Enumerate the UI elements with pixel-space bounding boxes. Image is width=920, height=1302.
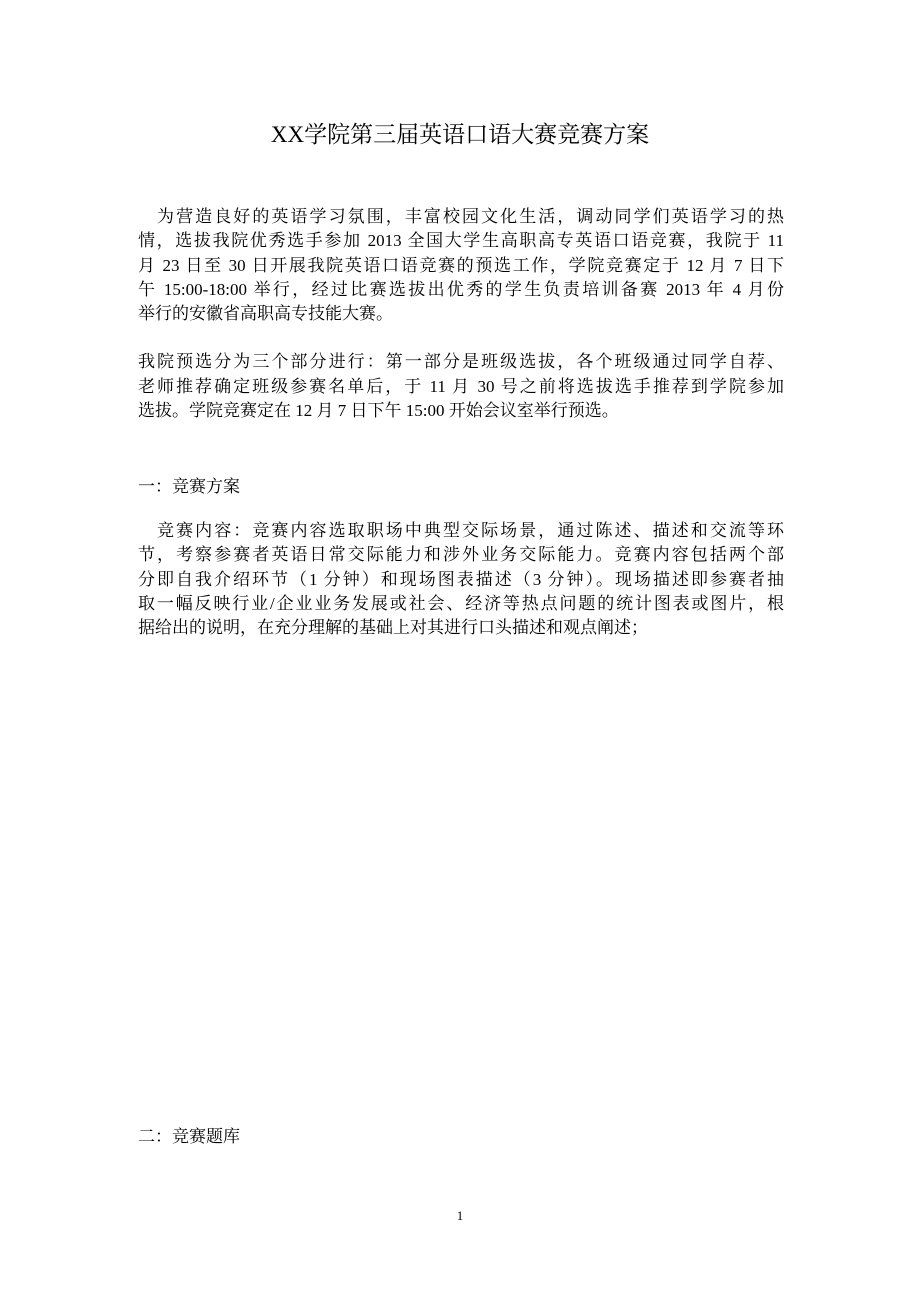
paragraph-line: 选拔。学院竞赛定在 12 月 7 日下午 15:00 开始会议室举行预选。 — [138, 401, 619, 420]
paragraph-line: 老师推荐确定班级参赛名单后，于 11 月 30 号之前将选拔选手推荐到学院参加 — [138, 377, 784, 396]
paragraph-line: 分即自我介绍环节（1 分钟）和现场图表描述（3 分钟）。现场描述即参赛者抽 — [138, 570, 784, 589]
paragraph-line: 月 23 日至 30 日开展我院英语口语竞赛的预选工作，学院竞赛定于 12 月 7 日下 — [138, 256, 784, 275]
paragraph-line: 为营造良好的英语学习氛围，丰富校园文化生活，调动同学们英语学习的热 — [138, 207, 784, 226]
paragraph-line: 我院预选分为三个部分进行：第一部分是班级选拔，各个班级通过同学自荐、 — [138, 352, 784, 371]
paragraph-line: 节，考察参赛者英语日常交际能力和涉外业务交际能力。竞赛内容包括两个部 — [138, 545, 784, 564]
paragraph-line: 取一幅反映行业/企业业务发展或社会、经济等热点问题的统计图表或图片，根 — [138, 594, 784, 613]
paragraph-line: 竞赛内容：竞赛内容选取职场中典型交际场景，通过陈述、描述和交流等环 — [138, 521, 784, 540]
section-heading-competition-plan: 一：竞赛方案 — [138, 477, 240, 496]
paragraph-line: 情，选拔我院优秀选手参加 2013 全国大学生高职高专英语口语竞赛，我院于 11 — [138, 231, 784, 250]
paragraph-line: 据给出的说明，在充分理解的基础上对其进行口头描述和观点阐述； — [138, 618, 648, 637]
section-heading-question-bank: 二：竞赛题库 — [138, 1127, 240, 1146]
paragraph-line: 举行的安徽省高职高专技能大赛。 — [138, 304, 393, 323]
page-number: 1 — [456, 1208, 464, 1223]
paragraph-line: 午 15:00-18:00 举行，经过比赛选拔出优秀的学生负责培训备赛 2013 年 4 月份 — [138, 280, 784, 299]
document-title: XX学院第三届英语口语大赛竞赛方案 — [270, 122, 650, 147]
